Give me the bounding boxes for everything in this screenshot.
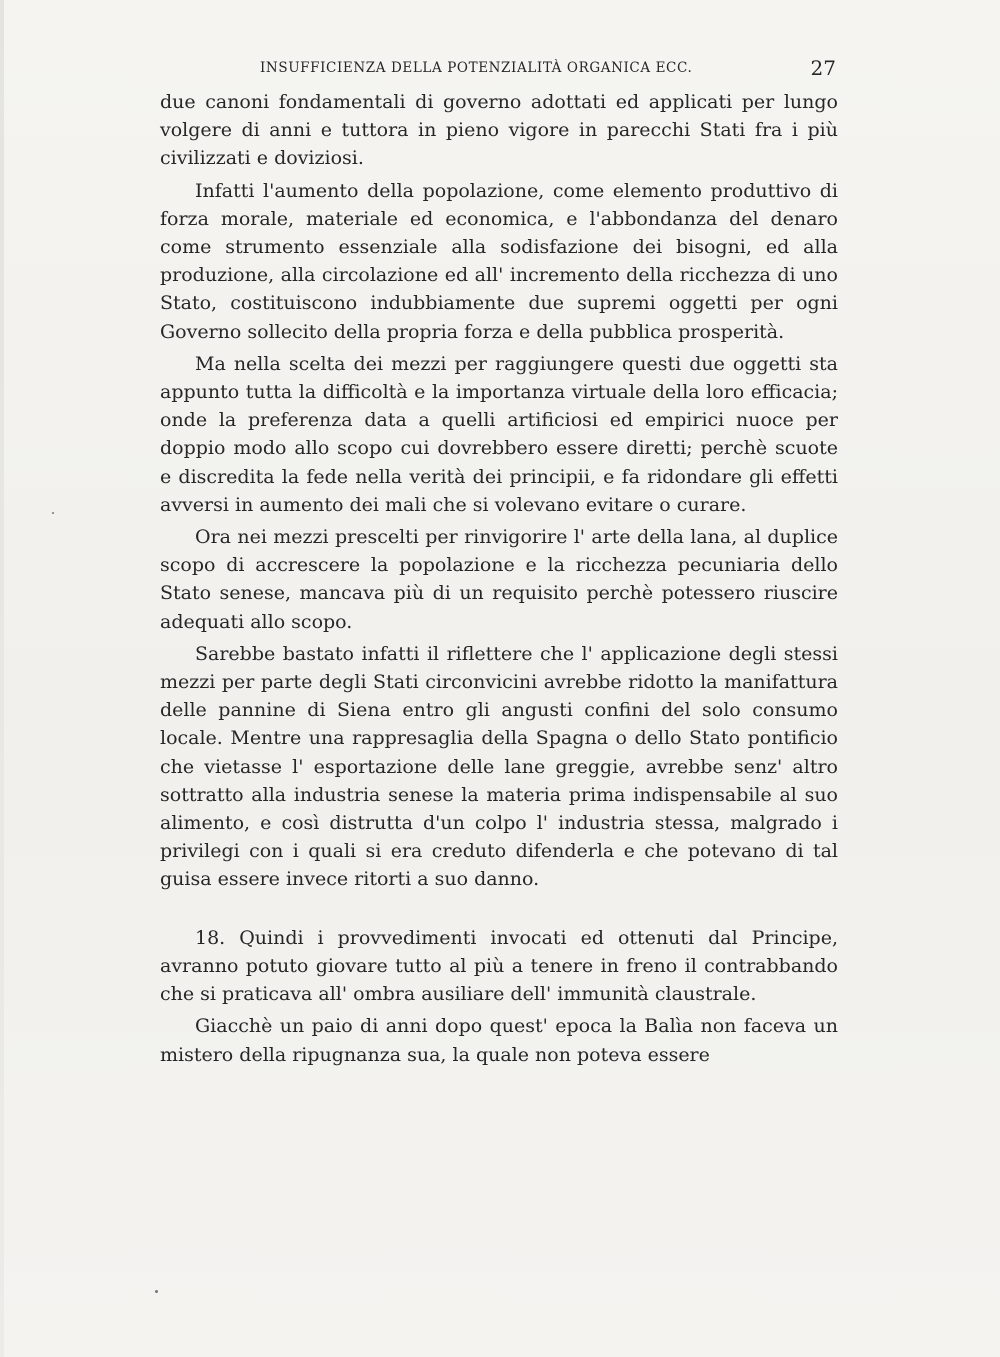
paper-speck	[52, 512, 54, 514]
paragraph: Infatti l'aumento della popolazione, come elemento produttivo di forza morale, materiale ed economica, e l'abbondanza del denaro come strumento essenziale alla sodisfazione dei bisogni, ed alla produzione, alla circolazione ed all' incremento della ricchezza di uno Stato, costituiscono indubbiamente due supremi oggetti per ogni Governo sollecito della propria forza e della pubblica prosperità.	[160, 179, 838, 343]
body-text	[160, 88, 838, 1073]
page-number: 27	[810, 56, 836, 80]
paragraph-continuation: due canoni fondamentali di governo adottati ed applicati per lungo volgere di anni e tuttora in pieno vigore in parecchi Stati fra i più civilizzati e doviziosi.	[160, 91, 838, 170]
paragraph: Ora nei mezzi prescelti per rinvigorire l' arte della lana, al duplice scopo di accrescere la popolazione e la ricchezza pecuniaria dello Stato senese, mancava più di un requisito perchè potessero riuscire adequati allo scopo.	[160, 526, 838, 633]
running-header	[160, 58, 838, 82]
paragraph-section-18: 18. Quindi i provvedimenti invocati ed ottenuti dal Principe, avranno potuto giovare tutto al più a tenere in freno il contrabbando che si praticava all' ombra ausiliare dell' immunità claustrale.	[160, 926, 838, 1006]
page-edge-shadow	[0, 0, 4, 1357]
paragraph: Ma nella scelta dei mezzi per raggiungere questi due oggetti sta appunto tutta la difficoltà e la importanza virtuale della loro efficacia; onde la preferenza data a quelli artificiosi ed empirici nuoce per doppio modo allo scopo cui dovrebbero essere diretti; perchè scuote e discredita la fede nella verità dei principii, e fa ridondare gli effetti avversi in aumento dei mali che si volevano evitare o curare.	[160, 352, 838, 516]
paper-speck	[155, 1290, 158, 1293]
paragraph: Sarebbe bastato infatti il riflettere che l' applicazione degli stessi mezzi per parte degli Stati circonvicini avrebbe ridotto la manifattura delle pannine di Siena entro gli angusti confini del solo consumo locale. Mentre una rappresaglia della Spagna o dello Stato pontificio che vietasse l' esportazione delle lane greggie, avrebbe senz' altro sottratto alla industria senese la materia prima indispensabile al suo alimento, e così distrutta d'un colpo l' industria stessa, malgrado i privilegi con i quali si era creduto difenderla e che potevano di tal guisa essere invece ritorti a suo danno.	[160, 642, 838, 891]
running-header-title: INSUFFICIENZA DELLA POTENZIALITÀ ORGANICA ECC.	[260, 60, 693, 76]
paragraph: Giacchè un paio di anni dopo quest' epoca la Balìa non faceva un mistero della ripugnanza sua, la quale non poteva essere	[160, 1015, 838, 1066]
